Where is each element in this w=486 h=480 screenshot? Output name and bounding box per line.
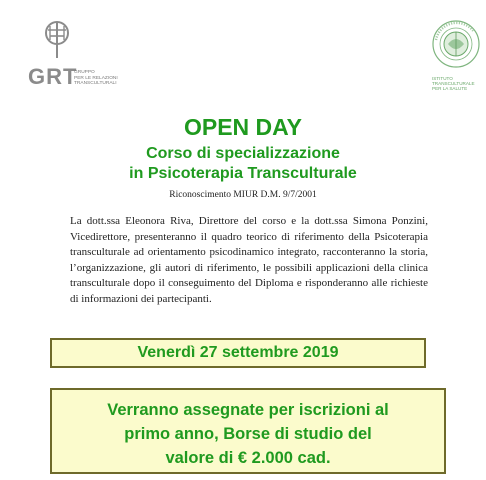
grt-logo-name: GRT: [28, 64, 78, 89]
recognition-note: Riconoscimento MIUR D.M. 9/7/2001: [169, 190, 317, 200]
scholarship-box: [50, 388, 446, 474]
description-paragraph: La dott.ssa Eleonora Riva, Direttore del corso e la dott.ssa Simona Ponzini, Vicedirettore, presenteranno il quadro teorico di riferimento della Psicoterapia transculturale ad orientamento psicodinamico integrato, racconteranno la storia, l’organizzazione, gli autori di riferimento, le possibili applicazioni della clinica transculturale dopo il conseguimento del Diploma e risponderanno alle richieste di informazioni dei partecipanti.: [70, 215, 428, 305]
course-subtitle-line1: Corso di specializzazione: [146, 145, 340, 162]
course-subtitle-line2: in Psicoterapia Transculturale: [129, 165, 357, 182]
scholarship-line2: primo anno, Borse di studio del: [124, 425, 372, 443]
event-date: Venerdì 27 settembre 2019: [137, 344, 339, 361]
grt-logo-subtitle: GRUPPO PER LE RELAZIONI TRANSCULTURALI: [74, 70, 118, 86]
event-date-box: [50, 338, 426, 368]
institute-seal-icon: [430, 18, 482, 70]
page-title: OPEN DAY: [183, 114, 303, 140]
scholarship-line3: valore di € 2.000 cad.: [165, 449, 331, 467]
institute-logo: [430, 18, 486, 98]
grt-emblem-icon: [40, 20, 74, 60]
scholarship-line1: Verranno assegnate per iscrizioni al: [107, 401, 389, 419]
grt-logo: [28, 20, 138, 100]
institute-logo-subtitle: ISTITUTO TRANSCULTURALE PER LA SALUTE: [432, 76, 475, 92]
